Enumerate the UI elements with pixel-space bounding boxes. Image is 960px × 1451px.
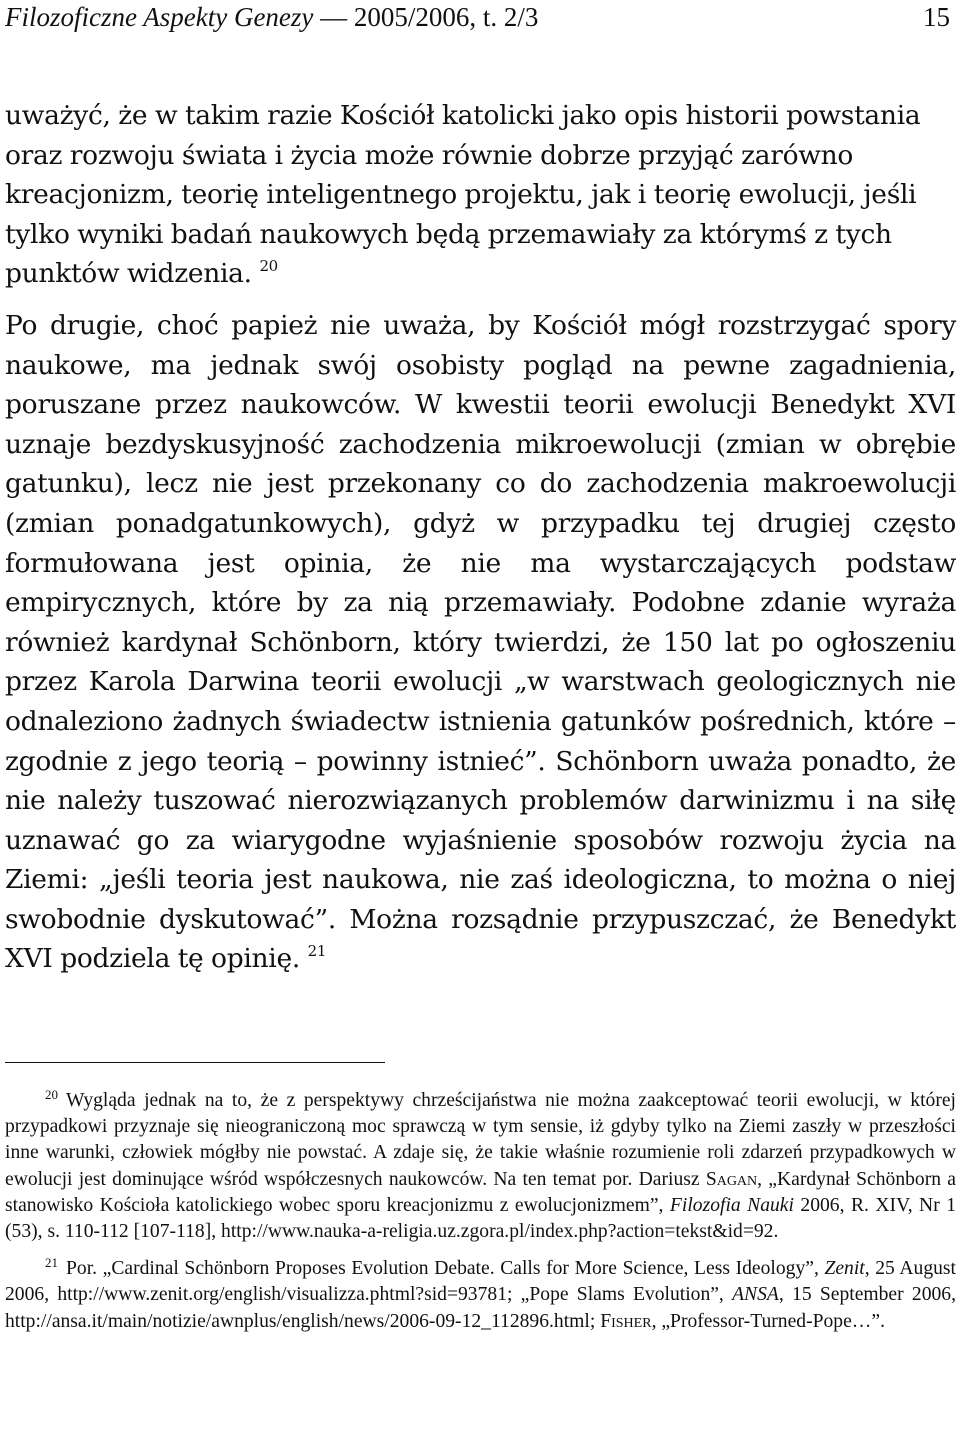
paragraph-1 xyxy=(5,96,956,294)
paragraph-2-text: Po drugie, choć papież nie uważa, by Kościół mógł rozstrzygać spory naukowe, ma jednak swój osobisty pogląd na pewne zagadnienia, poruszane przez naukowców. W kwestii teorii ewolucji Benedykt XVI uznaje bezdyskusyjność zachodzenia mikroewolucji (zmian w obrębie gatunku), lecz nie jest przekonany co do zachodzenia makroewolucji (zmian ponadgatunkowych), gdyż w przypadku tej drugiej często formułowana jest opinia, że nie ma wystarczających podstaw empirycznych, które by za nią przemawiały. Podobne zdanie wyraża również kardynał Schönborn, który twierdzi, że 150 lat po ogłoszeniu przez Karola Darwina teorii ewolucji „w warstwach geologicznych nie odnaleziono żadnych świadectw istnienia gatunków pośrednich, które – zgodnie z jego teorią – powinny istnieć”. Schönborn uważa ponadto, że nie należy tuszować nierozwiązanych problemów darwinizmu i na siłę uznawać go za wiarygodne wyjaśnienie sposobów rozwoju życia na Ziemi: „jeśli teoria jest naukowa, nie zaś ideologiczna, to można o niej swobodnie dyskutować”. Można rozsądnie przypuszczać, że Benedykt XVI podziela tę opinię. xyxy=(5,309,956,975)
footnote-20-text-b: , „Kardynał Schönborn a stanowisko Kościoła katolickiego wobec sporu kreacjonizmu z ewolucjonizmem”, xyxy=(5,1168,956,1216)
footnote-21-source-1: Zenit xyxy=(824,1258,865,1280)
footnote-ref-20[interactable]: 20 xyxy=(259,257,278,276)
footnote-20-journal: Filozofia Nauki xyxy=(669,1194,794,1216)
issue-label: 2005/2006, t. 2/3 xyxy=(353,2,539,32)
footnote-marker-21: 21 xyxy=(45,1255,58,1271)
running-header xyxy=(5,2,955,36)
footnotes xyxy=(5,1088,956,1335)
paragraph-2 xyxy=(5,306,956,979)
main-text xyxy=(5,96,956,979)
footnote-20 xyxy=(5,1088,956,1245)
running-header-title xyxy=(5,2,538,33)
paragraph-1-text: uważyć, że w takim razie Kościół katolicki jako opis historii powstania oraz rozwoju świata i życia może równie dobrze przyjąć zarówno kreacjonizm, teorię inteligentnego projektu, jak i teorię ewolucji, jeśli tylko wyniki badań naukowych będą przemawiały za którymś z tych punktów widzenia. xyxy=(5,100,921,290)
footnote-marker-20: 20 xyxy=(45,1087,58,1102)
header-dash: — xyxy=(313,2,354,32)
footnote-21-author: Fisher xyxy=(600,1310,652,1332)
footnote-separator xyxy=(5,1062,385,1063)
footnote-20-text-c: 2006, R. XIV, Nr 1 (53), s. 110-112 [107-118], http://www.nauka-a-religia.uz.zgora.pl/index.php?action=tekst&id=92. xyxy=(5,1194,956,1243)
footnote-20-author: Sagan xyxy=(705,1168,758,1190)
footnote-21-text-b: , 25 August 2006, http://www.zenit.org/english/visualizza.phtml?sid=93781; „Pope Slams Evolution”, xyxy=(5,1258,956,1306)
footnote-21-text-d: , „Professor-Turned-Pope…”. xyxy=(651,1310,885,1332)
footnote-21 xyxy=(5,1256,956,1335)
footnote-21-text-a: Por. „Cardinal Schönborn Proposes Evolution Debate. Calls for More Science, Less Ideology”, xyxy=(66,1258,825,1280)
page-number: 15 xyxy=(923,2,950,32)
footnote-21-text-c: , 15 September 2006, http://ansa.it/main/notizie/awnplus/english/news/2006-09-12_112896.html; xyxy=(5,1284,956,1332)
journal-title: Filozoficzne Aspekty Genezy xyxy=(5,2,314,32)
footnote-ref-21[interactable]: 21 xyxy=(307,942,327,961)
footnote-21-source-2: ANSA xyxy=(732,1284,779,1306)
footnote-20-text-a: Wygląda jednak na to, że z perspektywy chrześcijaństwa nie można zaakceptować teorii ewolucji, w której przypadkowi przyznaje się nieograniczoną moc sprawczą w tym sensie, iż gdyby tylko na Ziemi zaszły w przeszłości inne warunki, człowiek mógłby nie powstać. A zdaje się, że takie właśnie rozumienie roli zdarzeń przypadkowych w ewolucji jest dominujące wśród współczesnych naukowców. Na ten temat por. Dariusz xyxy=(5,1090,956,1190)
